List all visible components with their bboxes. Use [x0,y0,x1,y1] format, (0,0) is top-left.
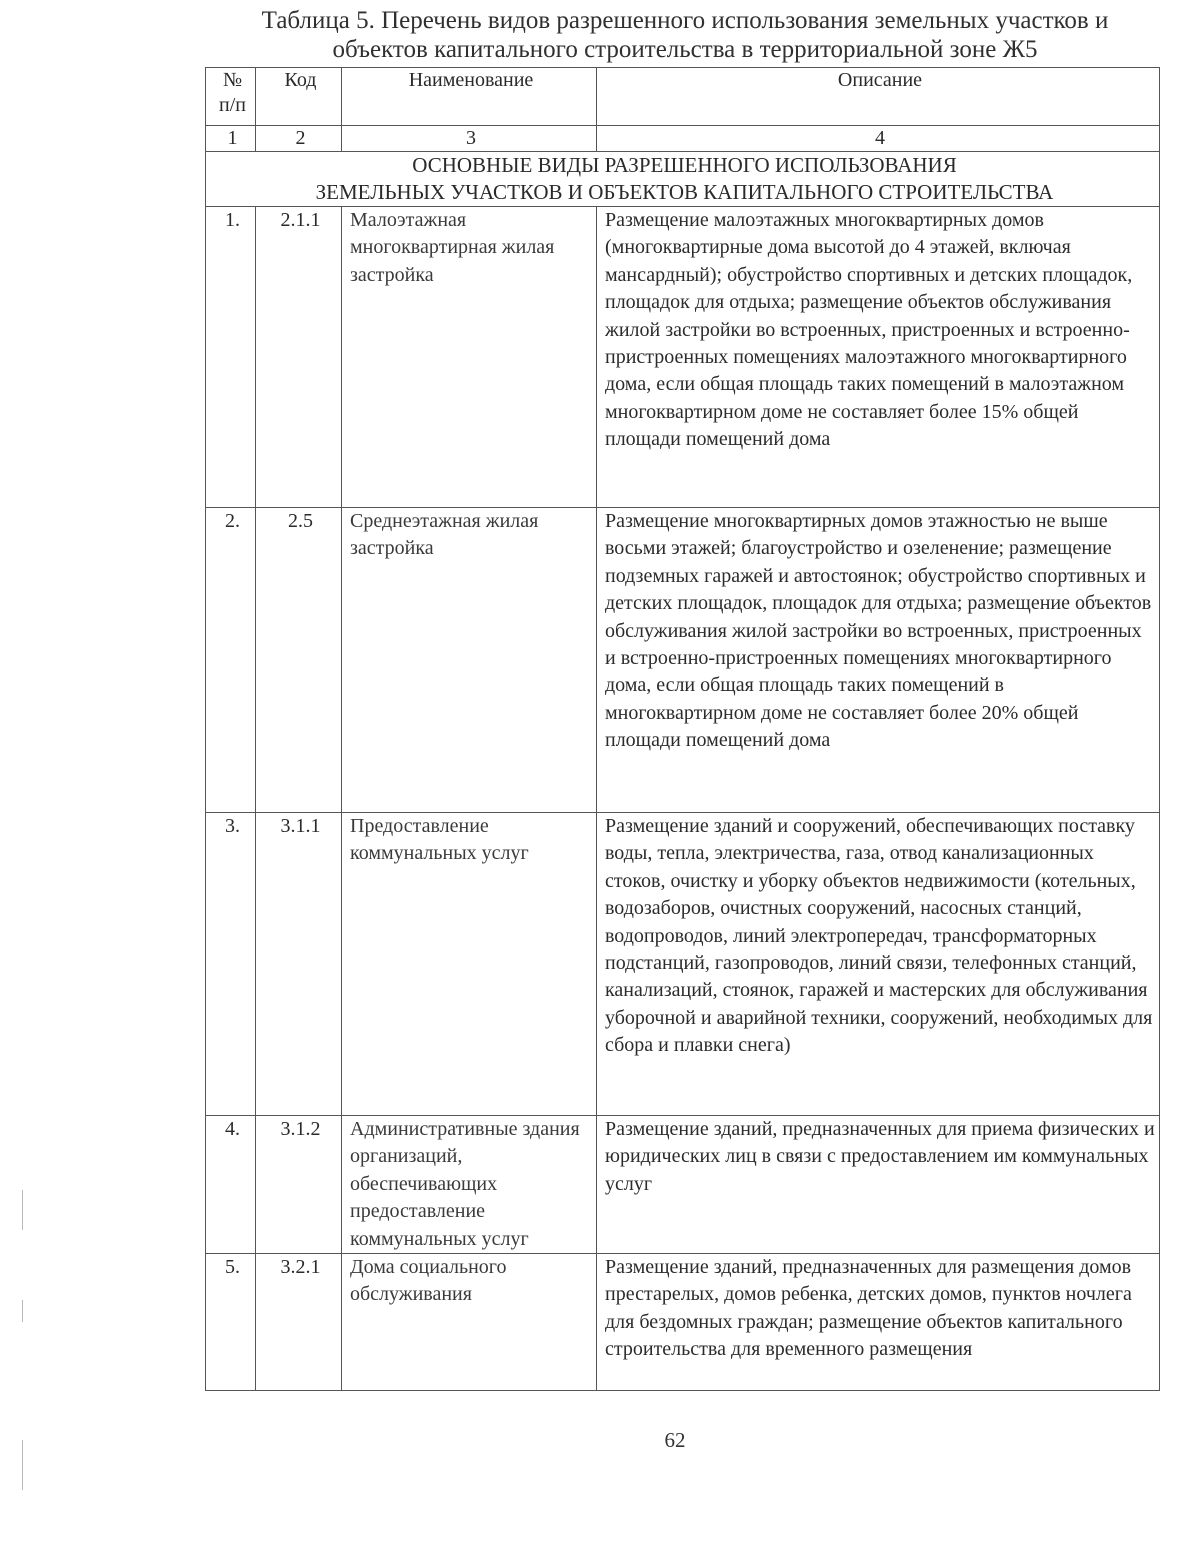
header-code: Код [256,68,342,126]
row-number: 5. [206,1254,256,1391]
row-code: 3.1.2 [256,1116,342,1254]
row-description: Размещение зданий и сооружений, обеспечивающих поставку воды, тепла, электричества, газа, отвод канализационных стоков, очистку и уборку объектов недвижимости (котельных, водозаборов, очистных сооружений, насосных станций, водопроводов, линий электропередач, трансформаторных подстанций, газопроводов, линий связи, телефонных станций, канализаций, стоянок, гаражей и мастерских для обслуживания уборочной и аварийной техники, сооружений, необходимых для сбора и плавки снега) [597,813,1160,1116]
header-description: Описание [597,68,1160,126]
row-description: Размещение зданий, предназначенных для размещения домов престарелых, домов ребенка, детских домов, пунктов ночлега для бездомных граждан; размещение объектов капитального строительства для временного размещения [597,1254,1160,1391]
row-number: 4. [206,1116,256,1254]
permitted-use-table [205,67,1160,1391]
row-number: 3. [206,813,256,1116]
table-title-line-1: Таблица 5. Перечень видов разрешенного использования земельных участков и [261,7,1109,34]
section-title [206,152,1160,207]
column-number: 2 [256,126,342,152]
table-title-line-2: объектов капитального строительства в территориальной зоне Ж5 [332,36,1038,63]
row-code: 2.1.1 [256,207,342,508]
header-row [206,68,1160,126]
column-number: 4 [597,126,1160,152]
row-code: 3.2.1 [256,1254,342,1391]
row-name: Малоэтажная многоквартирная жилая застройка [342,207,597,508]
row-code: 3.1.1 [256,813,342,1116]
scan-edge-mark [22,1190,23,1230]
row-number: 1. [206,207,256,508]
column-number-row [206,126,1160,152]
column-number: 3 [342,126,597,152]
row-name: Дома социального обслуживания [342,1254,597,1391]
page-number: 62 [664,1428,686,1452]
section-row [206,152,1160,207]
table-row [206,508,1160,813]
row-code: 2.5 [256,508,342,813]
header-no: № п/п [206,68,256,126]
section-title-line-2: ЗЕМЕЛЬНЫХ УЧАСТКОВ И ОБЪЕКТОВ КАПИТАЛЬНОГО СТРОИТЕЛЬСТВА [315,180,1054,204]
header-name: Наименование [342,68,597,126]
row-description: Размещение зданий, предназначенных для приема физических и юридических лиц в связи с предоставлением им коммунальных услуг [597,1116,1160,1254]
row-description: Размещение малоэтажных многоквартирных домов (многоквартирные дома высотой до 4 этажей, включая мансардный); обустройство спортивных и детских площадок, площадок для отдыха; размещение объектов обслуживания жилой застройки во встроенных, пристроенных и встроенно-пристроенных помещениях малоэтажного многоквартирного дома, если общая площадь таких помещений в малоэтажном многоквартирном доме не составляет более 15% общей площади помещений дома [597,207,1160,508]
table-row [206,207,1160,508]
table-row [206,1116,1160,1254]
table-row [206,813,1160,1116]
row-number: 2. [206,508,256,813]
row-name: Административные здания организаций, обеспечивающих предоставление коммунальных услуг [342,1116,597,1254]
scan-edge-mark [22,1300,23,1322]
table-row [206,1254,1160,1391]
row-description: Размещение многоквартирных домов этажностью не выше восьми этажей; благоустройство и озеленение; размещение подземных гаражей и автостоянок; обустройство спортивных и детских площадок, площадок для отдыха; размещение объектов обслуживания жилой застройки во встроенных, пристроенных и встроенно-пристроенных помещениях многоквартирного дома, если общая площадь таких помещений в многоквартирном доме не составляет более 20% общей площади помещений дома [597,508,1160,813]
row-name: Среднеэтажная жилая застройка [342,508,597,813]
column-number: 1 [206,126,256,152]
row-name: Предоставление коммунальных услуг [342,813,597,1116]
table-title [205,6,1165,64]
section-title-line-1: ОСНОВНЫЕ ВИДЫ РАЗРЕШЕННОГО ИСПОЛЬЗОВАНИЯ [412,153,957,177]
